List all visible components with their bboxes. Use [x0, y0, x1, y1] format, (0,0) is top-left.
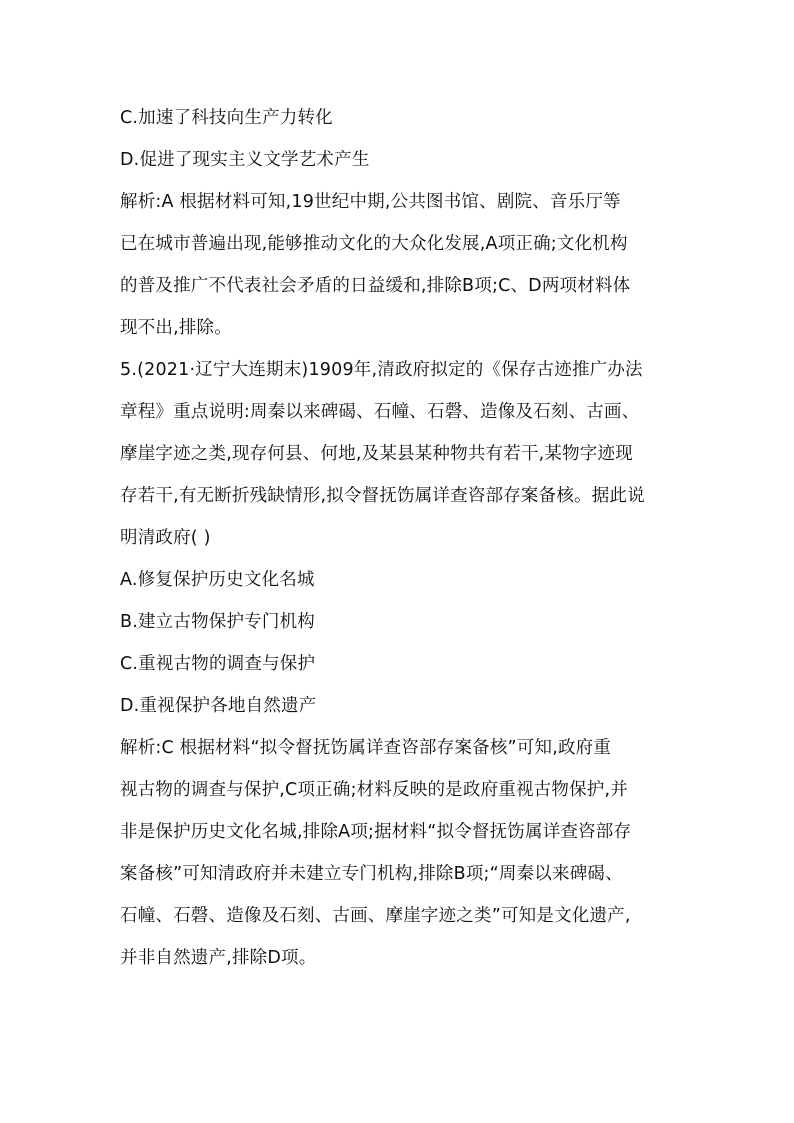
- question-5-option-b: B.建立古物保护专门机构: [120, 612, 315, 632]
- prev-analysis-line: 已在城市普遍出现,能够推动文化的大众化发展,A项正确;文化机构: [120, 234, 628, 254]
- question-5-analysis-line: 视古物的调查与保护,C项正确;材料反映的是政府重视古物保护,并: [120, 780, 628, 800]
- prev-analysis-line: 解析:A 根据材料可知,19世纪中期,公共图书馆、剧院、音乐厅等: [120, 192, 621, 212]
- question-5-stem-line: 5.(2021·辽宁大连期末)1909年,清政府拟定的《保存古迹推广办法: [120, 360, 643, 380]
- prev-option-d: D.促进了现实主义文学艺术产生: [120, 150, 370, 170]
- prev-analysis-line: 的普及推广不代表社会矛盾的日益缓和,排除B项;C、D两项材料体: [120, 276, 631, 296]
- question-5-analysis-line: 解析:C 根据材料“拟令督抚饬属详查咨部存案备核”可知,政府重: [120, 738, 612, 758]
- question-5-option-d: D.重视保护各地自然遗产: [120, 696, 317, 716]
- question-5-stem-line: 章程》重点说明:周秦以来碑碣、石幢、石磬、造像及石刻、古画、: [120, 402, 640, 422]
- question-5-analysis-line: 并非自然遗产,排除D项。: [120, 948, 317, 968]
- question-5-analysis-line: 案备核”可知清政府并未建立专门机构,排除B项;“周秦以来碑碣、: [120, 864, 623, 884]
- question-5-analysis-line: 非是保护历史文化名城,排除A项;据材料“拟令督抚饬属详查咨部存: [120, 822, 632, 842]
- prev-analysis-line: 现不出,排除。: [120, 318, 232, 338]
- question-5-stem-line: 明清政府( ): [120, 528, 211, 548]
- question-5-option-a: A.修复保护历史文化名城: [120, 570, 315, 590]
- question-5-option-c: C.重视古物的调查与保护: [120, 654, 316, 674]
- prev-option-c: C.加速了科技向生产力转化: [120, 108, 333, 128]
- question-5-stem-line: 存若干,有无断折残缺情形,拟令督抚饬属详查咨部存案备核。据此说: [120, 486, 645, 506]
- question-5-stem-line: 摩崖字迹之类,现存何县、何地,及某县某种物共有若干,某物字迹现: [120, 444, 633, 464]
- question-5-analysis-line: 石幢、石磬、造像及石刻、古画、摩崖字迹之类”可知是文化遗产,: [120, 906, 631, 926]
